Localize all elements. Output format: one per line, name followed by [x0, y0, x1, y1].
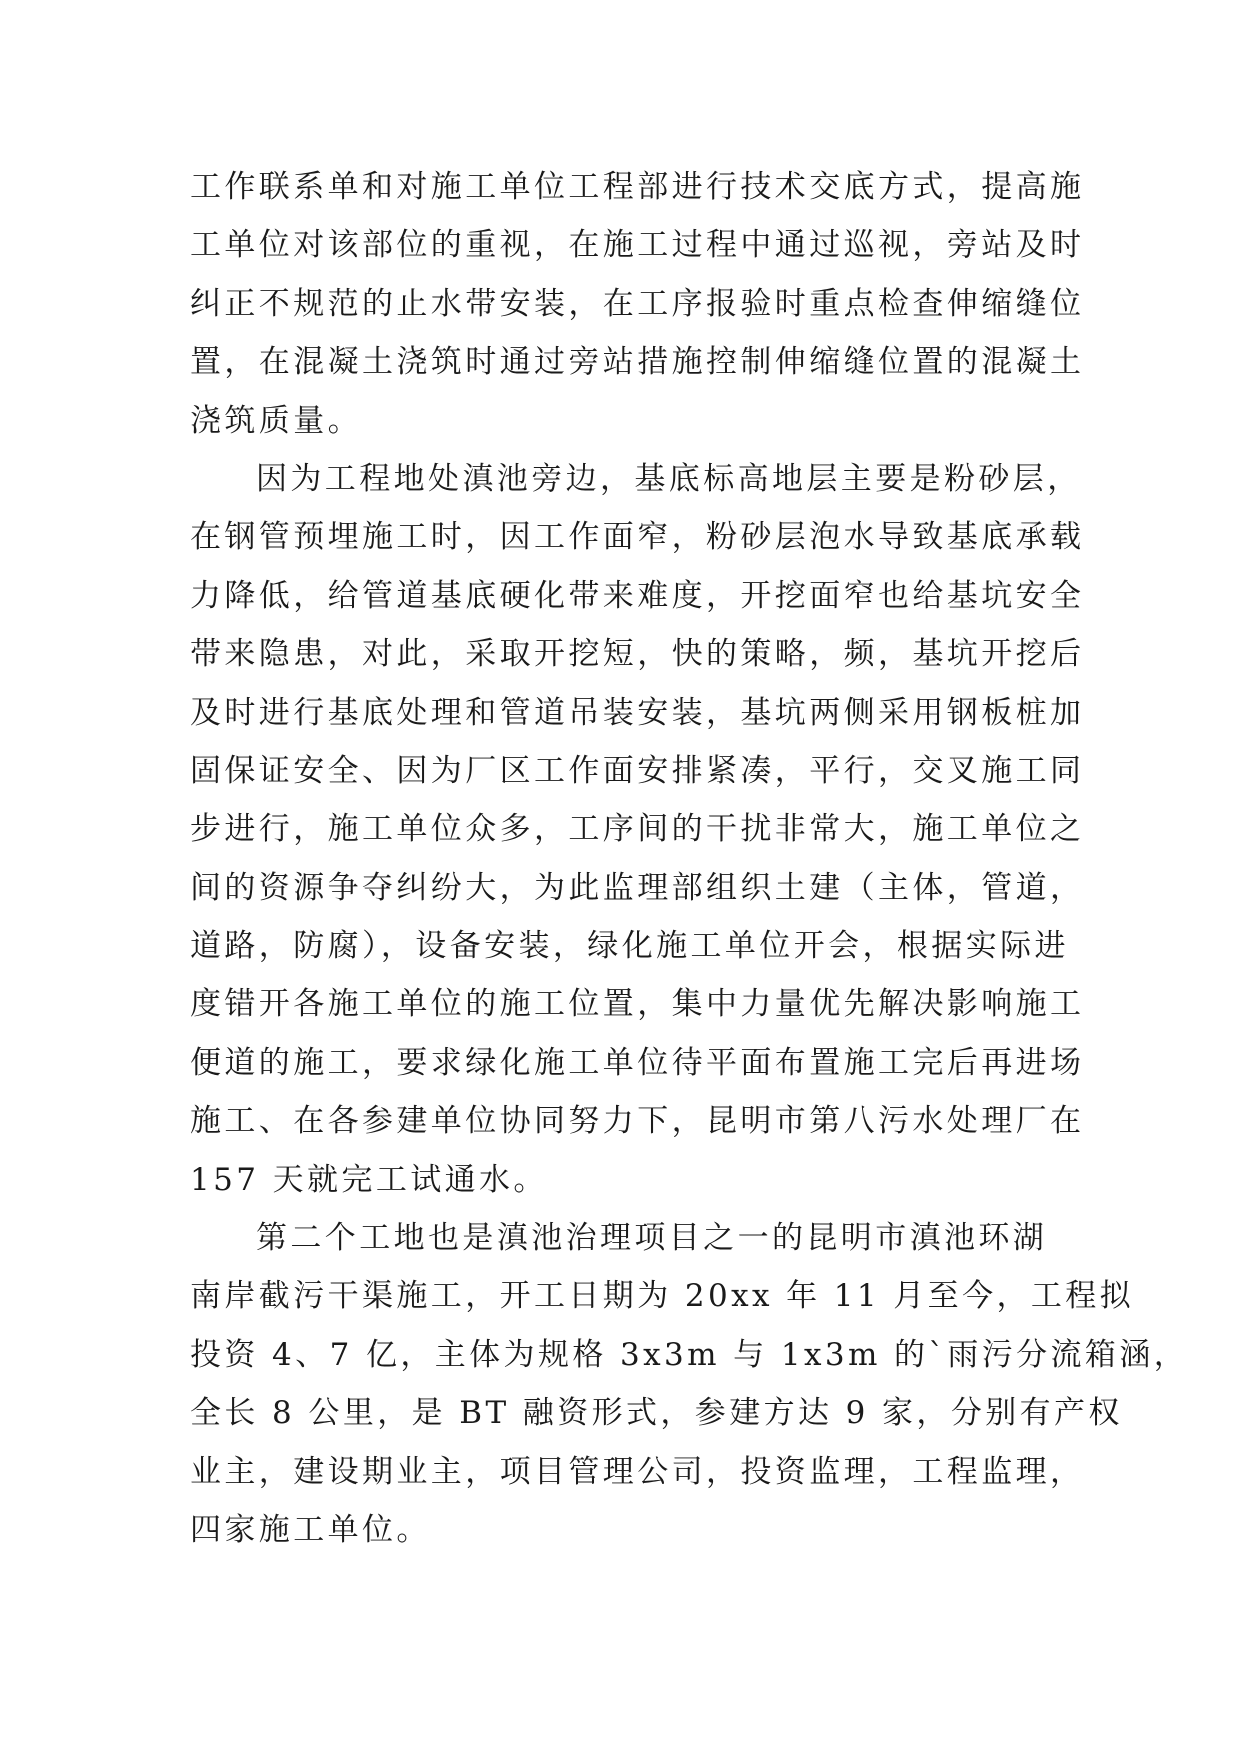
text-line: 力降低，给管道基底硬化带来难度，开挖面窄也给基坑安全	[190, 577, 1085, 614]
text-line: 及时进行基底处理和管道吊装安装，基坑两侧采用钢板桩加	[190, 694, 1085, 731]
text-line: 四家施工单位。	[190, 1511, 431, 1548]
text-line: 南岸截污干渠施工，开工日期为 20xx 年 11 月至今，工程拟	[190, 1278, 1135, 1315]
text-line: 工单位对该部位的重视，在施工过程中通过巡视，旁站及时	[190, 227, 1085, 264]
text-line: 157 天就完工试通水。	[190, 1161, 548, 1198]
text-line: 投资 4、7 亿，主体为规格 3x3m 与 1x3m 的`雨污分流箱涵，	[190, 1336, 1189, 1373]
text-line: 业主，建设期业主，项目管理公司，投资监理，工程监理，	[190, 1453, 1085, 1490]
text-line: 全长 8 公里，是 BT 融资形式，参建方达 9 家，分别有产权	[190, 1395, 1123, 1432]
text-line: 工作联系单和对施工单位工程部进行技术交底方式，提高施	[190, 169, 1085, 205]
text-line: 施工、在各参建单位协同努力下，昆明市第八污水处理厂在	[190, 1103, 1085, 1140]
text-line: 度错开各施工单位的施工位置，集中力量优先解决影响施工	[190, 986, 1085, 1023]
text-line: 置，在混凝土浇筑时通过旁站措施控制伸缩缝位置的混凝土	[190, 344, 1085, 381]
text-line: 在钢管预埋施工时，因工作面窄，粉砂层泡水导致基底承载	[190, 519, 1085, 556]
text-line: 步进行，施工单位众多，工序间的干扰非常大，施工单位之	[190, 811, 1085, 848]
text-line: 带来隐患，对此，采取开挖短，快的策略，频，基坑开挖后	[190, 636, 1085, 673]
text-line: 纠正不规范的止水带安装，在工序报验时重点检查伸缩缝位	[190, 285, 1085, 322]
text-line: 道路，防腐），设备安装，绿化施工单位开会，根据实际进	[190, 928, 1069, 965]
paragraph-first-line: 因为工程地处滇池旁边，基底标高地层主要是粉砂层，	[256, 460, 1082, 497]
text-line: 间的资源争夺纠纷大，为此监理部组织土建（主体，管道，	[190, 869, 1085, 906]
paragraph-first-line: 第二个工地也是滇池治理项目之一的昆明市滇池环湖	[256, 1220, 1048, 1257]
text-line: 便道的施工，要求绿化施工单位待平面布置施工完后再进场	[190, 1044, 1085, 1081]
body-text	[190, 158, 1189, 1559]
text-line: 固保证安全、因为厂区工作面安排紧凑，平行，交叉施工同	[190, 752, 1085, 789]
text-line: 浇筑质量。	[190, 402, 362, 439]
